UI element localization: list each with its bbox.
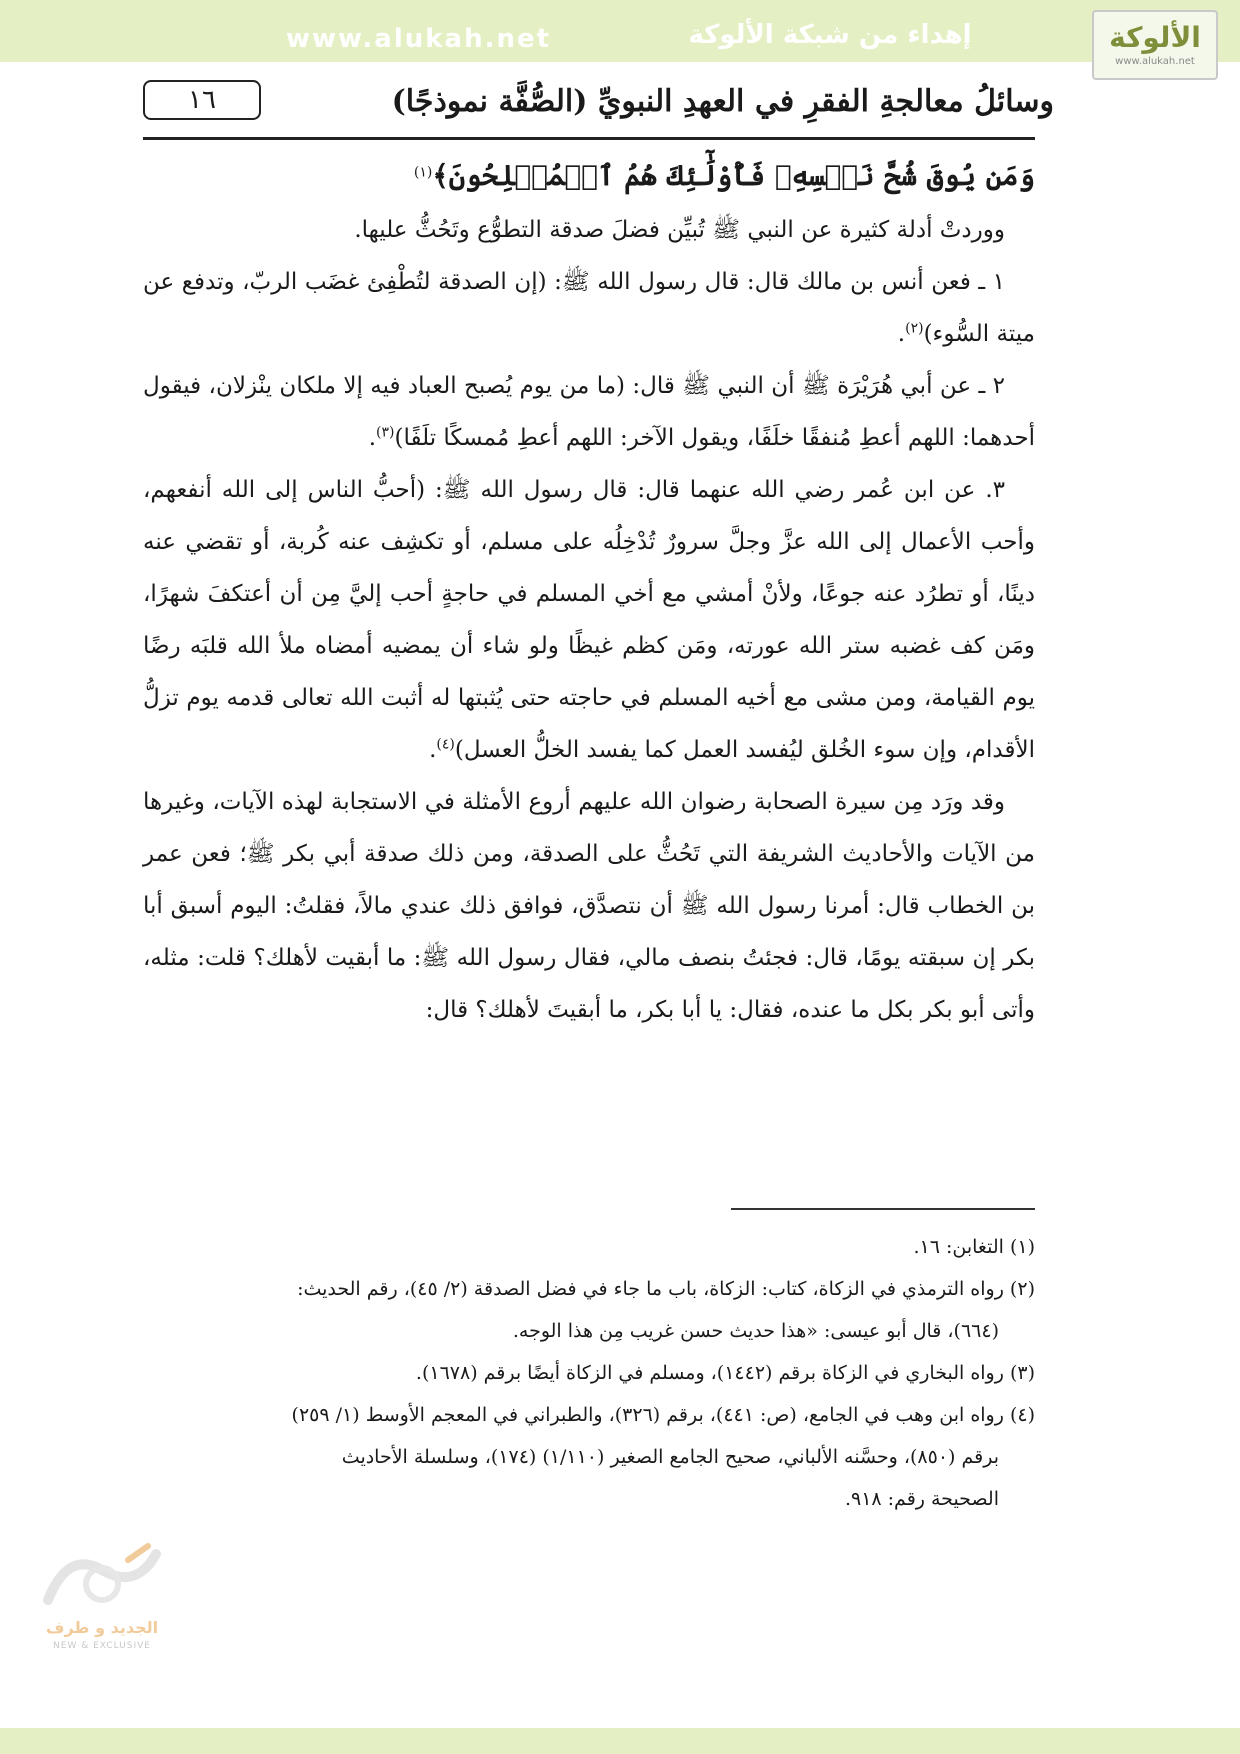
watermark-subtitle: NEW & EXCLUSIVE [53, 1641, 151, 1651]
footnote-ref-4: (٤) [436, 736, 455, 753]
hadith-text: ٣. عن ابن عُمر رضي الله عنهما قال: قال رسول الله ﷺ: (أحبُّ الناس إلى الله أنفعهم، وأحب الأعمال إلى الله عزَّ وجلَّ سرورٌ تُدْخِلُه على مسلم، أو تكشِف عنه كُربة، أو تقضي عنه دينًا، أو تطرُد عنه جوعًا، ولأنْ أمشي مع أخي المسلم في حاجةٍ أحب إليَّ مِن أن أعتكفَ شهرًا، ومَن كف غضبه ستر الله عورته، ومَن كظم غيظًا ولو شاء أن يمضيه أمضاه ملأ الله قلبَه رضًا يوم القيامة، ومن مشى مع أخيه المسلم في حاجته حتى يُثبتها له أثبت الله تعالى قدمه يوم تزلُّ الأقدام، وإن سوء الخُلق ليُفسد العمل كما يفسد الخلُّ العسل) [143, 477, 1035, 763]
running-title: وسائلُ معالجةِ الفقرِ في العهدِ النبويِّ (الصُّفَّة نموذجًا) [391, 84, 1054, 119]
footnote-4-end: الصحيحة رقم: ٩١٨. [844, 1488, 999, 1510]
logo-url: www.alukah.net [1115, 55, 1195, 67]
footnote-3: (٣) رواه البخاري في الزكاة برقم (١٤٤٢)، ومسلم في الزكاة أيضًا برقم (١٦٧٨). [415, 1362, 1035, 1384]
footnote-4-continued: برقم (٨٥٠)، وحسَّنه الألباني، صحيح الجامع الصغير (١/١١٠) (١٧٤)، وسلسلة الأحاديث [341, 1446, 999, 1468]
hadith-paragraph: ٢ ـ عن أبي هُرَيْرَة ﷺ أن النبي ﷺ قال: (ما من يوم يُصبح العباد فيه إلا ملكان ينْزلان، فيقول أحدهما: اللهم أعطِ مُنفقًا خلَفًا، ويقول الآخر: اللهم أعطِ مُمسكًا تلَفًا)$^{(٣)}$. [143, 373, 1035, 451]
footnote-4: (٤) رواه ابن وهب في الجامع، (ص: ٤٤١)، برقم (٣٢٦)، والطبراني في المعجم الأوسط (١/ ٢٥٩) [291, 1404, 1035, 1426]
top-banner [0, 0, 1240, 62]
footnote-ref-3: (٣) [376, 424, 395, 441]
watermark-emblem-icon [28, 1540, 176, 1614]
quran-verse: وَمَن يُوقَ شُحَّ نَفۡسِهِۦ فَأُوْلَٰٓئِكَ هُمُ ٱلۡمُفۡلِحُونَ﴾ [432, 159, 1035, 192]
footnote-ref-2: (٢) [905, 320, 924, 337]
header-divider [143, 137, 1035, 140]
paragraph: وقد ورَد مِن سيرة الصحابة رضوان الله عليهم أروع الأمثلة في الاستجابة لهذه الآيات، وغيرها من الآيات والأحاديث الشريفة التي تَحُثُّ على الصدقة، ومن ذلك صدقة أبي بكر ﷺ؛ فعن عمر بن الخطاب قال: أمرنا رسول الله ﷺ أن نتصدَّق، فوافق ذلك عندي مالاً، فقلتُ: اليوم أسبق أبا بكر إن سبقته يومًا، قال: فجئتُ بنصف مالي، فقال رسول الله ﷺ: ما أبقيت لأهلك؟ قلت: مثله، وأتى أبو بكر بكل ما عنده، فقال: يا أبا بكر، ما أبقيتَ لأهلك؟ قال: [143, 789, 1035, 1023]
verse-line [143, 150, 1035, 204]
gift-text: إهداء من شبكة الألوكة [688, 20, 972, 50]
hadith-paragraph: ٣. عن ابن عُمر رضي الله عنهما قال: قال رسول الله ﷺ: (أحبُّ الناس إلى الله أنفعهم، وأحب الأعمال إلى الله عزَّ وجلَّ سرورٌ تُدْخِلُه على مسلم، أو تكشِف عنه كُربة، أو تقضي عنه دينًا، أو تطرُد عنه جوعًا، ولأنْ أمشي مع أخي المسلم في حاجةٍ أحب إليَّ مِن أن أعتكفَ شهرًا، ومَن كف غضبه ستر الله عورته، ومَن كظم غيظًا ولو شاء أن يمضيه أمضاه ملأ الله قلبَه رضًا يوم القيامة، ومن مشى مع أخيه المسلم في حاجته حتى يُثبتها له أثبت الله تعالى قدمه يوم تزلُّ الأقدام، وإن سوء الخُلق ليُفسد العمل كما يفسد الخلُّ العسل)$^{(٤)}$. [143, 477, 1035, 763]
footnote-divider [731, 1208, 1035, 1210]
alukah-logo [1092, 10, 1218, 80]
page-number: ١٦ [143, 80, 261, 120]
footnotes [143, 1228, 1035, 1522]
footnote-2-continued: (٦٦٤)، قال أبو عيسى: «هذا حديث حسن غريب مِن هذا الوجه. [512, 1320, 999, 1342]
bottom-banner [0, 1728, 1240, 1754]
footnote-2: (٢) رواه الترمذي في الزكاة، كتاب: الزكاة، باب ما جاء في فضل الصدقة (٢/ ٤٥)، رقم الحديث: [297, 1278, 1035, 1300]
hadith-paragraph: ١ ـ فعن أنس بن مالك قال: قال رسول الله ﷺ: (إن الصدقة لتُطْفِئ غضَب الربّ، وتدفع عن ميتة السُّوء)$^{(٢)}$. [143, 269, 1035, 347]
footnote-ref-1: (١) [413, 164, 433, 181]
site-url[interactable]: www.alukah.net [286, 24, 552, 54]
logo-text: الألوكة [1109, 20, 1201, 54]
watermark-text: الجديد و طرف [45, 1618, 159, 1637]
hadith-text: ٢ ـ عن أبي هُرَيْرَة ﷺ أن النبي ﷺ قال: (ما من يوم يُصبح العباد فيه إلا ملكان ينْزلان، فيقول أحدهما: اللهم أعطِ مُنفقًا خلَفًا، ويقول الآخر: اللهم أعطِ مُمسكًا تلَفًا) [143, 373, 1035, 451]
paragraph: ووردتْ أدلة كثيرة عن النبي ﷺ تُبيِّن فضلَ صدقة التطوُّع وتَحُثُّ عليها. [354, 217, 1005, 243]
hadith-text: ١ ـ فعن أنس بن مالك قال: قال رسول الله ﷺ: (إن الصدقة لتُطْفِئ غضَب الربّ، وتدفع عن ميتة السُّوء) [143, 269, 1035, 347]
watermark-logo [28, 1540, 176, 1658]
footnote-1: (١) التغابن: ١٦. [913, 1236, 1035, 1258]
main-text [143, 150, 1035, 1036]
